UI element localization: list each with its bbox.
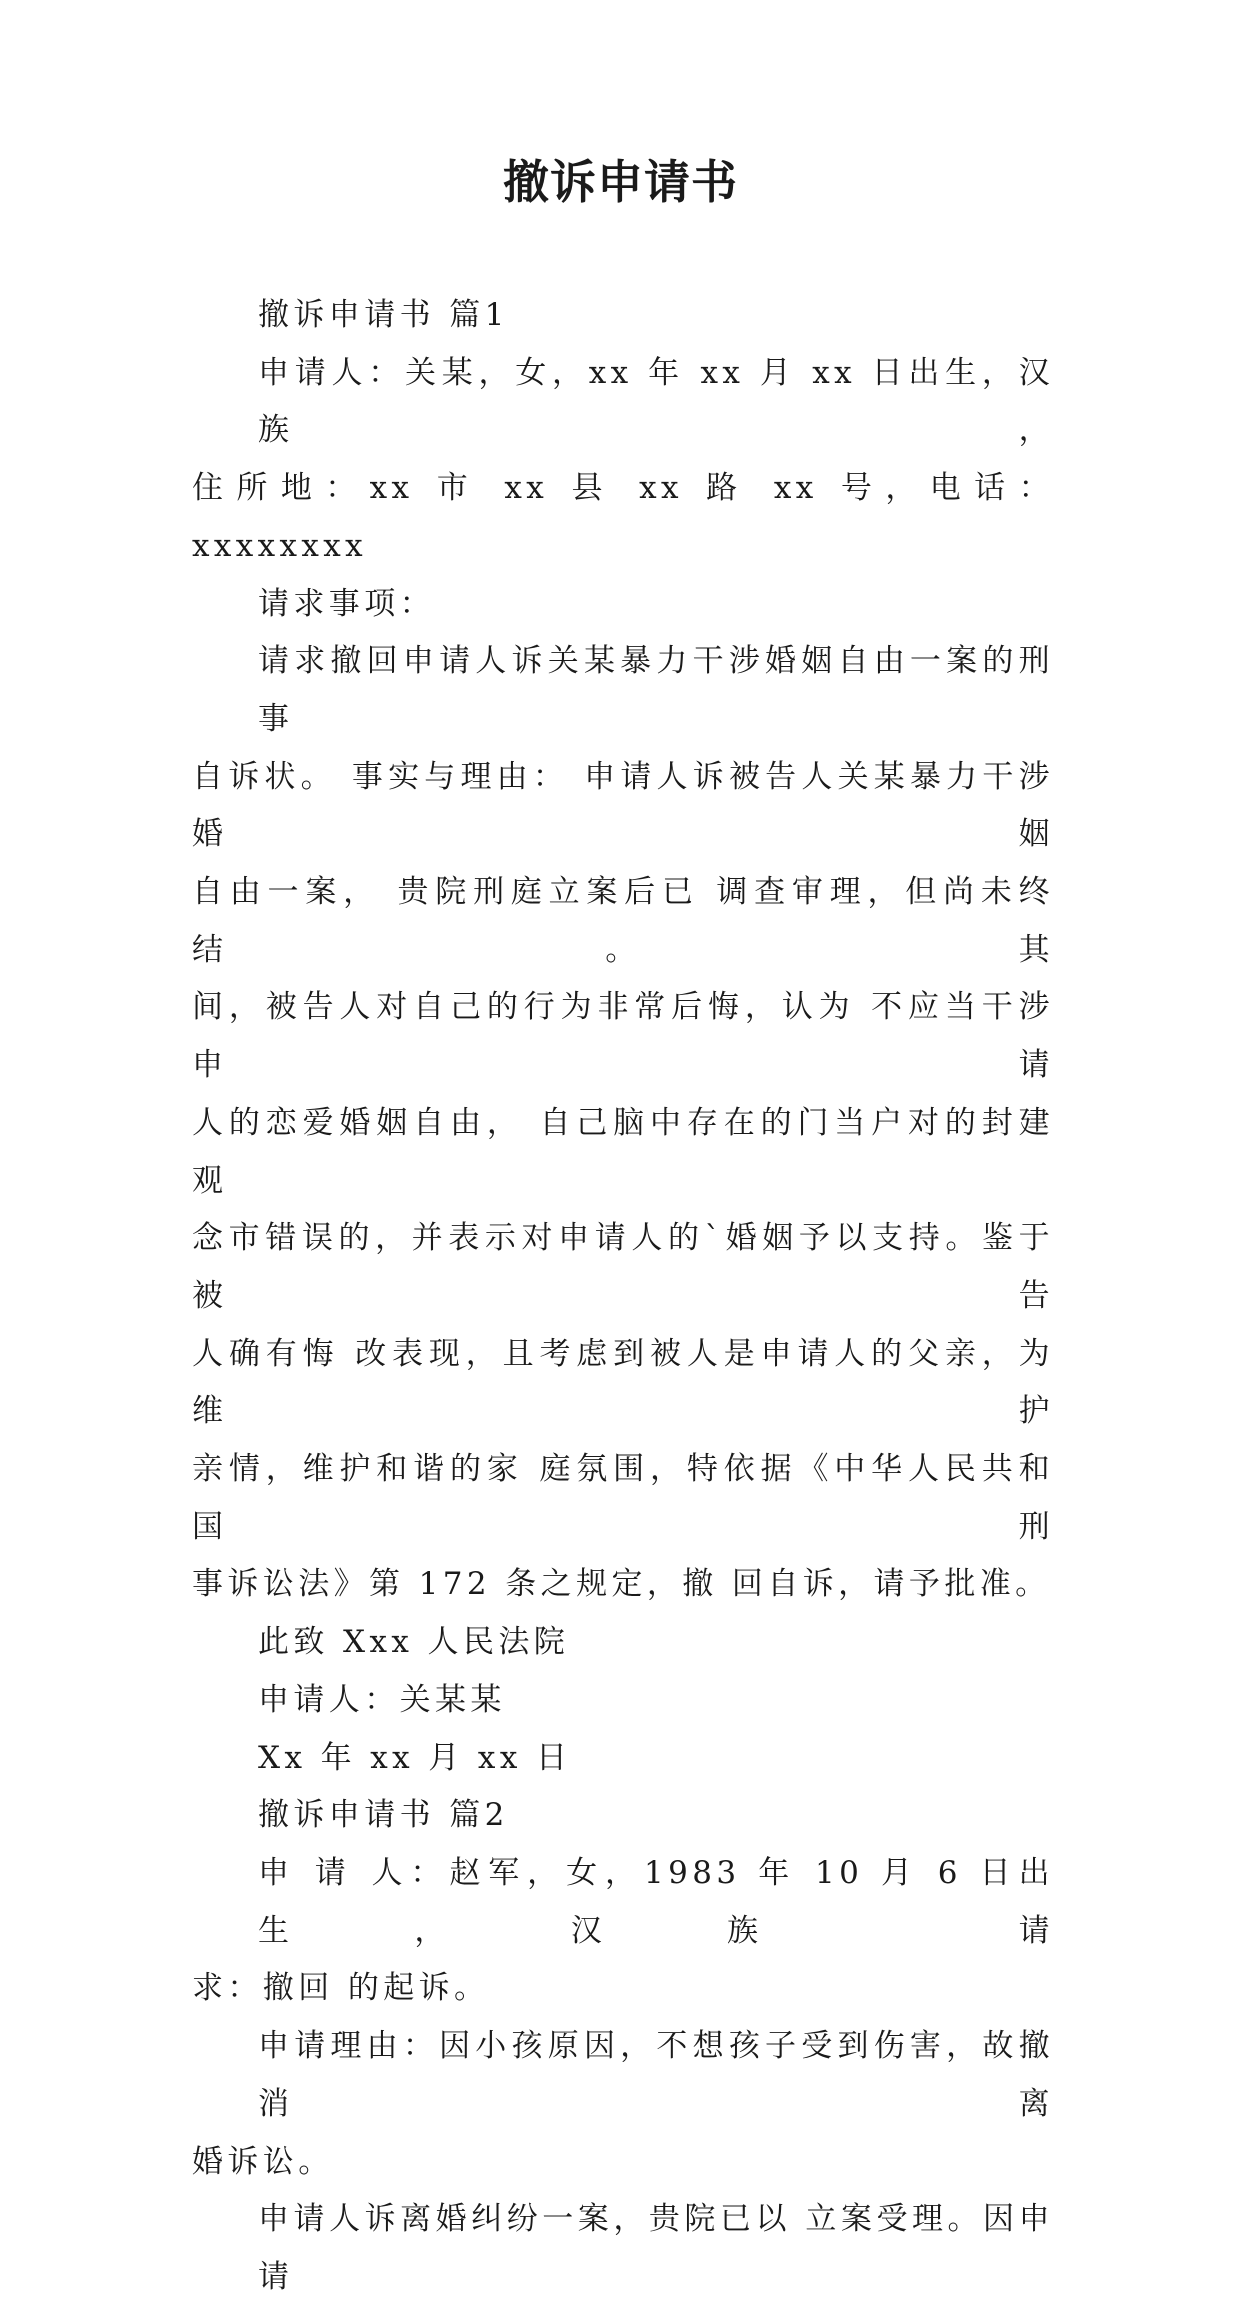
text-line: 申请人：关某某 xyxy=(258,1681,506,1718)
addressee-line xyxy=(192,1614,1054,1672)
signature-line xyxy=(192,1672,1054,1730)
section-heading-1 xyxy=(192,287,1054,345)
document-body xyxy=(192,287,1054,2307)
text-line: 撤诉申请书 篇1 xyxy=(258,297,509,333)
text-line: 申请人：关某，女，xx 年 xx 月 xx 日出生，汉族， xyxy=(258,354,1054,449)
section-heading-2 xyxy=(192,1787,1054,1845)
text-line: 念市错误的，并表示对申请人的`婚姻予以支持。鉴于被告 xyxy=(192,1220,1054,1314)
text-line: 此致 Xxx 人民法院 xyxy=(258,1624,570,1661)
text-line: 住所地：xx 市 xx 县 xx 路 xx 号，电话：xxxxxxxx xyxy=(192,470,1054,564)
request-body-paragraph xyxy=(192,633,1054,1614)
applicant-info-paragraph xyxy=(192,345,1054,576)
applicant-info-paragraph-2 xyxy=(192,1845,1054,2018)
text-line: 人的恋爱婚姻自由， 自己脑中存在的门当户对的封建 观 xyxy=(192,1104,1054,1199)
text-line: 亲情，维护和谐的家 庭氛围，特依据《中华人民共和国刑 xyxy=(192,1451,1054,1545)
text-line: 婚诉讼。 xyxy=(192,2143,334,2180)
text-line: 申 请 人：赵军，女，1983 年 10 月 6 日出生，汉族 请 xyxy=(258,1854,1054,1949)
case-paragraph xyxy=(192,2191,1054,2306)
text-line: 事诉讼法》第 172 条之规定，撤 回自诉，请予批准。 xyxy=(192,1566,1051,1603)
date-line xyxy=(192,1730,1054,1788)
text-line: 求：撤回 的起诉。 xyxy=(192,1970,490,2007)
text-line: 间，被告人对自己的行为非常后悔，认为 不应当干涉申请 xyxy=(192,989,1054,1084)
text-line: 请求撤回申请人诉关某暴力干涉婚姻自由一案的刑事 xyxy=(258,643,1054,737)
text-line: 自诉状。 事实与理由： 申请人诉被告人关某暴力干涉婚姻 xyxy=(192,758,1054,853)
reason-paragraph xyxy=(192,2018,1054,2191)
text-line: 请求事项： xyxy=(258,585,435,622)
text-line: 人确有悔 改表现，且考虑到被人是申请人的父亲，为维护 xyxy=(192,1335,1054,1430)
text-line: Xx 年 xx 月 xx 日 xyxy=(258,1739,572,1776)
document-title: 撤诉申请书 xyxy=(503,155,738,209)
request-heading xyxy=(192,576,1054,634)
text-line: 申请人诉离婚纠纷一案，贵院已以 立案受理。因申请 xyxy=(258,2201,1054,2295)
text-line: 自由一案， 贵院刑庭立案后已 调查审理，但尚未终结。其 xyxy=(192,874,1054,968)
text-line: 撤诉申请书 篇2 xyxy=(258,1797,509,1834)
text-line: 申请理由：因小孩原因，不想孩子受到伤害，故撤消离 xyxy=(258,2028,1054,2122)
